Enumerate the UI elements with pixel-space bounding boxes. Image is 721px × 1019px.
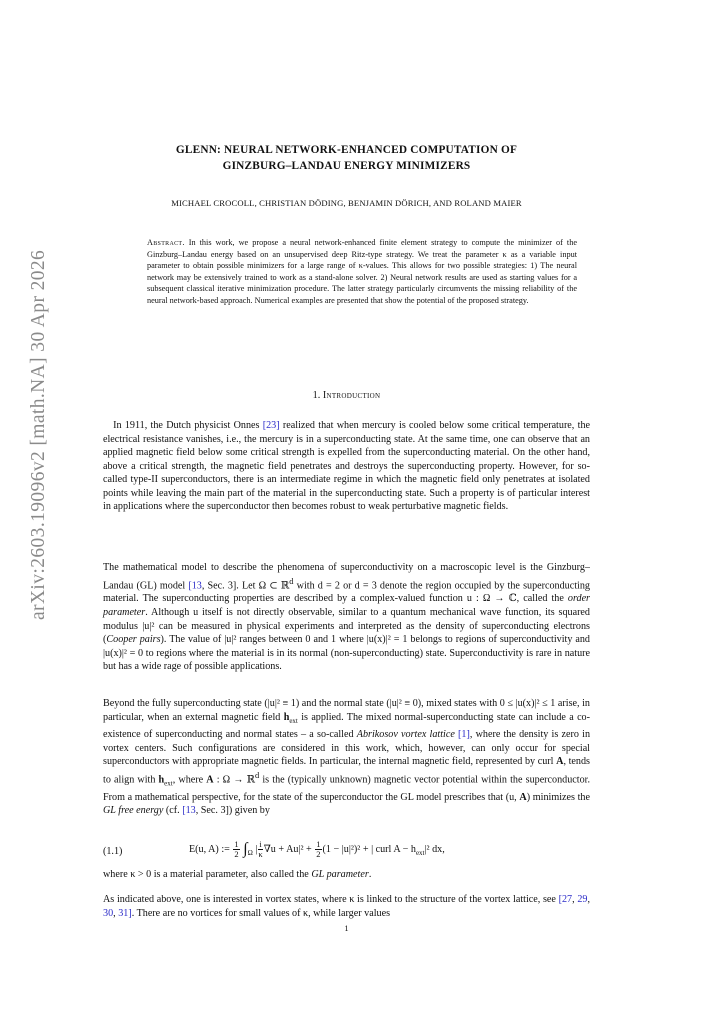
text-run: , tends to align with <box>103 756 590 786</box>
section-number: 1. <box>312 390 321 401</box>
text-run: As indicated above, one is interested in vortex states, where κ is linked to the structure of the vortex lattice, see <box>103 894 559 905</box>
citation-link[interactable]: [1] <box>458 729 470 741</box>
text-run: In 1911, the Dutch physicist Onnes <box>113 420 263 431</box>
equation-explanation <box>103 868 590 882</box>
integral-sign: ∫ <box>243 840 248 858</box>
page-number: 1 <box>344 923 349 933</box>
equation-number: (1.1) <box>103 846 123 857</box>
text-run: : Ω → ℝ <box>213 774 256 786</box>
text-run: Beyond the fully superconducting state (|u|² ≡ 1) and the normal state (|u|² ≡ 0), mixed states with 0 ≤ |u(x)|² ≤ 1 arise, in particular, when an external magnetic field <box>103 698 590 723</box>
emphasis: Abrikosov vortex lattice <box>356 729 455 741</box>
paragraph-2 <box>103 561 590 674</box>
emphasis: GL free energy <box>103 805 164 817</box>
author-list: MICHAEL CROCOLL, CHRISTIAN DÖDING, BENJAMIN DÖRICH, AND ROLAND MAIER <box>171 198 522 208</box>
math-symbol: h <box>283 711 290 723</box>
equation-1-1 <box>103 840 590 866</box>
title-line-2: GINZBURG–LANDAU ENERGY MINIMIZERS <box>222 159 471 172</box>
title-line-1: GLENN: NEURAL NETWORK-ENHANCED COMPUTATION OF <box>175 144 518 156</box>
math-symbol: A <box>206 774 214 786</box>
citation-link[interactable]: [23] <box>262 420 280 431</box>
paragraph-3 <box>103 697 590 818</box>
superscript: d <box>289 575 294 586</box>
denominator: 2 <box>316 849 321 859</box>
subscript: ext <box>289 716 298 725</box>
fraction-half <box>233 840 239 859</box>
equation-term: (1 − |u|²)² + | curl A − h <box>322 843 416 855</box>
subscript: ext <box>164 779 173 788</box>
equation-term: | <box>255 843 258 855</box>
text-run: . <box>368 869 372 880</box>
emphasis: Cooper pairs <box>106 634 161 646</box>
text-run: ) minimizes the <box>526 791 590 803</box>
integral-domain: Ω <box>247 848 253 857</box>
text-run: (cf. <box>163 805 183 817</box>
section-heading <box>103 390 590 401</box>
citation-link[interactable]: 31] <box>118 907 132 919</box>
citation-link[interactable]: [13 <box>182 805 196 817</box>
text-run: realized that when mercury is cooled below some critical temperature, the electrical resistance vanishes, i.e., the mercury is in a superconducting state. At the same time, one can observe that an applied magnetic field below some critical strength is expelled from the superconducting material. On the other hand, above a critical strength, the magnetic field penetrates and destroys the superconducting property. However, for so-called type-II superconductors, there is an intermediate regime in which the magnetic field only penetrates at isolated points while leaving the main part of the material in the superconducting state. Such a property is of particular interest in applications where the superconductor then becomes robust to weak perturbative magnetic fields. <box>103 420 591 513</box>
math-symbol: A <box>556 756 564 768</box>
fraction-half <box>315 840 321 859</box>
denominator: 2 <box>234 849 239 859</box>
equation-term: |² dx, <box>424 843 445 855</box>
abstract-label: Abstract. <box>147 238 185 247</box>
text-run: ). The value of |u|² ranges between 0 and 1 where |u(x)|² = 1 belongs to regions of superconductivity and |u(x)|² = 0 to regions where the material is in its normal (non-superconducting) state. Superconductivity is rare in nature but has a wide rage of possible applications. <box>103 634 590 673</box>
arxiv-identifier: arXiv:2603.19096v2 [math.NA] 30 Apr 2026 <box>28 249 49 620</box>
superscript: d <box>255 769 260 780</box>
numerator: 1 <box>234 839 239 849</box>
denominator: κ <box>258 849 263 859</box>
numerator: 1 <box>316 839 321 849</box>
fraction-i-kappa <box>258 840 262 859</box>
text-run: . There are no vortices for small values of κ, while larger values <box>131 907 391 919</box>
citation-link[interactable]: 29 <box>577 894 588 905</box>
paragraph-1 <box>103 419 590 514</box>
equation-term: ∇u + Au|² + <box>263 843 312 855</box>
emphasis: GL parameter <box>311 869 369 880</box>
section-title: Introduction <box>322 390 381 401</box>
numerator: i <box>259 839 262 849</box>
text-run: with d = 2 or d = 3 denote the region occupied by the superconducting material. The superconducting properties are described by a complex-valued function u : Ω → ℂ, called the <box>103 579 590 605</box>
text-run: where κ > 0 is a material parameter, also called the <box>103 869 312 880</box>
emphasis: order parameter <box>103 593 590 619</box>
subscript: ext <box>415 848 425 857</box>
abstract-text: In this work, we propose a neural network-enhanced finite element strategy to compute the minimizer of the Ginzburg–Landau energy based on an unsupervised deep Ritz-type strategy. We treat the parameter κ as a variable input parameter to obtain possible minimizers for a large range of κ-values. This allows for two possible strategies: 1) The neural network may be extensively trained to work as a stand-alone solver. 2) Neural network results are used as starting values for a subsequent classical iterative minimization procedure. The latter strategy particularly circumvents the missing reliability of the neural network-based approach. Numerical examples are presented that show the potential of the proposed strategy. <box>147 238 578 305</box>
equation-body <box>189 840 445 859</box>
citation-link[interactable]: [27 <box>558 894 573 905</box>
text-run: The mathematical model to describe the phenomena of superconductivity on a macroscopic level is the Ginzburg–Landau (GL) model <box>103 562 590 591</box>
text-run: , where the density is zero in vortex centers. Such configurations are considered in this work, which, however, can only occur for special superconductors with appropriate magnetic fields. In particular, the internal magnetic field, represented by curl <box>103 729 591 768</box>
paragraph-4: As indicated above, one is interested in vortex states, where κ is linked to the structure of the vortex lattice, see [27, 29, 30, 31]. There are no vortices for small values of κ, while larger values <box>103 894 591 919</box>
text-run: , where <box>172 774 207 786</box>
text-run: . Although u itself is not directly observable, similar to a quantum mechanical wave function, its squared modulus |u|² can be measured in physical experiments and interpreted as the density of superconducting electrons ( <box>103 607 590 646</box>
text-run: is applied. The mixed normal-superconducting state can include a co-existence of superconducting and normal states – a so-called <box>103 711 590 741</box>
citation-link[interactable]: [13 <box>188 579 202 591</box>
math-symbol: h <box>158 774 165 786</box>
text-run: , Sec. 3]. Let Ω ⊂ ℝ <box>201 579 290 591</box>
equation-lhs: E(u, A) := <box>189 843 230 855</box>
math-symbol: A <box>519 791 527 803</box>
abstract <box>147 237 577 306</box>
text-run: is the (typically unknown) magnetic vector potential within the superconductor. From a mathematical perspective, for the state of the superconductor the GL model prescribes that (u, <box>103 774 591 803</box>
paper-title <box>103 143 590 174</box>
citation-link[interactable]: 30 <box>103 907 114 919</box>
text-run: , Sec. 3]) given by <box>195 805 270 817</box>
